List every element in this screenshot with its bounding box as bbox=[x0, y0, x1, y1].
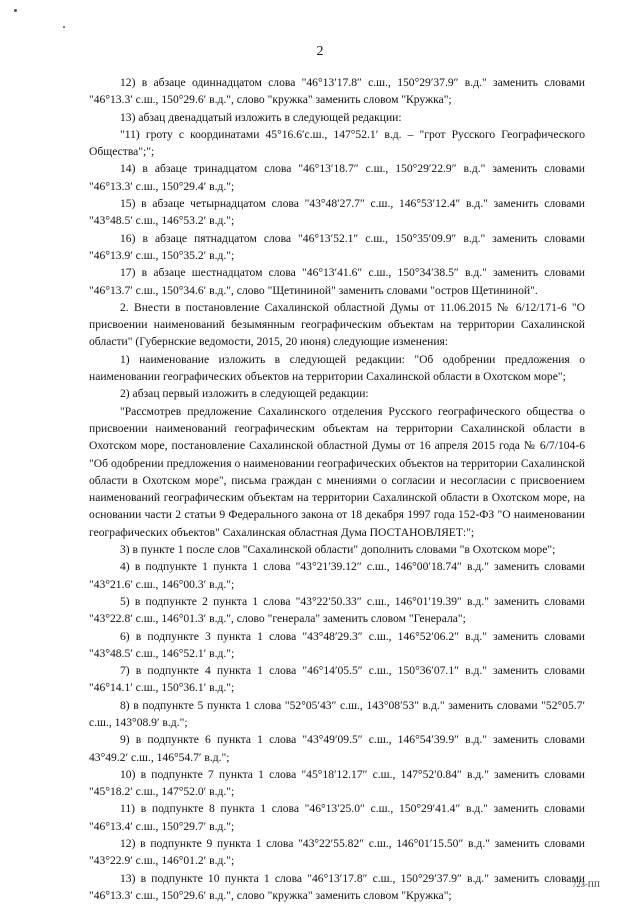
paragraph: 10) в подпункте 7 пункта 1 слова "45°18′12.17″ с.ш., 147°52′0.84″ в.д." заменить словами "45°18.2′ с.ш., 147°52.0′ в.д."; bbox=[89, 767, 585, 799]
paragraph: "Рассмотрев предложение Сахалинского отделения Русского географического общества о присвоении наименований географическим объектам на территории Сахалинской области в Охотском море, постановление Сахалинской областной Думы от 16 апреля 2015 года № 6/7/104-6 "Об одобрении предложения о наименовании географических объектов на территории Сахалинской области в Охотском море", письма граждан с мнениями о согласии и несогласии с присвоением наименований географическим объектам на территории Сахалинской области в Охотском море, на основании части 2 статьи 9 Федерального закона от 18 декабря 1997 года 152-ФЗ "О наименовании географических объектов" Сахалинская областная Дума ПОСТАНОВЛЯЕТ:"; bbox=[89, 404, 585, 539]
paragraph: 12) в абзаце одиннадцатом слова "46°13′17.8″ с.ш., 150°29′37.9″ в.д." заменить словами "46°13.3′ с.ш., 150°29.6′ в.д.", слово "кружка" заменить словом "Кружка"; bbox=[89, 76, 585, 107]
paragraph: 15) в абзаце четырнадцатом слова "43°48′27.7″ с.ш., 146°53′12.4″ в.д." заменить словами "43°48.5′ с.ш., 146°53.2′ в.д."; bbox=[89, 197, 585, 228]
page-number: 2 bbox=[316, 44, 324, 59]
paragraph: 3) в пункте 1 после слов "Сахалинской области" дополнить словами "в Охотском море"; bbox=[120, 543, 556, 557]
paragraph: 8) в подпункте 5 пункта 1 слова "52°05′43″ с.ш., 143°08′53″ в.д." заменить словами "52°05.7′ с.ш., 143°08.9′ в.д."; bbox=[89, 698, 585, 729]
paragraph: 16) в абзаце пятнадцатом слова "46°13′52.1″ с.ш., 150°35′09.9″ в.д." заменить словами "46°13.9′ с.ш., 150°35.2′ в.д."; bbox=[89, 231, 585, 262]
paragraph: 2) абзац первый изложить в следующей редакции: bbox=[120, 387, 369, 401]
paragraph: 12) в подпункте 9 пункта 1 слова "43°22′55.82″ с.ш., 146°01′15.50″ в.д." заменить словами "43°22.9′ с.ш., 146°01.2′ в.д."; bbox=[89, 837, 585, 868]
paragraph: 13) абзац двенадцатый изложить в следующей редакции: bbox=[120, 110, 402, 124]
paragraph: 9) в подпункте 6 пункта 1 слова "43°49′09.5″ с.ш., 146°54′39.9″ в.д." заменить словами 43°49.2′ с.ш., 146°54.7′ в.д."; bbox=[89, 733, 585, 764]
paragraph: 14) в абзаце тринадцатом слова "46°13′18.7″ с.ш., 150°29′22.9″ в.д." заменить словами "46°13.3′ с.ш., 150°29.4′ в.д."; bbox=[89, 162, 585, 193]
paragraph: 5) в подпункте 2 пункта 1 слова "43°22′50.33″ с.ш., 146°01′19.39″ в.д." заменить словами "43°22.8′ с.ш., 146°01.3′ в.д.", слово "генерала" заменить словом "Генерала"; bbox=[89, 594, 585, 626]
paragraph: 6) в подпункте 3 пункта 1 слова "43°48′29.3″ с.ш., 146°52′06.2″ в.д." заменить словами "43°48.5′ с.ш., 146°52.1′ в.д."; bbox=[89, 629, 585, 660]
document-code: 723-ПП bbox=[572, 879, 600, 889]
paragraph: 4) в подпункте 1 пункта 1 слова "43°21′39.12″ с.ш., 146°00′18.74″ в.д." заменить словами "43°21.6′ с.ш., 146°00.3′ в.д."; bbox=[89, 560, 585, 591]
document-body bbox=[89, 74, 585, 904]
paragraph: 11) в подпункте 8 пункта 1 слова "46°13′25.0″ с.ш., 150°29′41.4″ в.д." заменить словами "46°13.4′ с.ш., 150°29.7′ в.д."; bbox=[89, 802, 585, 833]
paragraph: 7) в подпункте 4 пункта 1 слова "46°14′05.5″ с.ш., 150°36′07.1″ в.д." заменить словами "46°14.1′ с.ш., 150°36.1′ в.д."; bbox=[89, 664, 585, 695]
paragraph: 1) наименование изложить в следующей редакции: "Об одобрении предложения о наименовании географических объектов на территории Сахалинской области в Охотском море"; bbox=[89, 352, 585, 384]
paragraph: 17) в абзаце шестнадцатом слова "46°13′41.6″ с.ш., 150°34′38.5″ в.д." заменить словами "46°13.7′ с.ш., 150°34.6′ в.д.", слово "Щетининой" заменить словами "остров Щетининой". bbox=[89, 266, 585, 297]
scan-speck bbox=[63, 26, 65, 28]
paragraph: "11) гроту с координатами 45°16.6′с.ш., 147°52.1′ в.д. – "грот Русского Географического Общества";"; bbox=[89, 127, 585, 159]
scan-speck bbox=[14, 9, 17, 12]
paragraph: 2. Внести в постановление Сахалинской областной Думы от 11.06.2015 № 6/12/171-6 "О присвоении наименований безымянным географическим объектам на территории Сахалинской области" (Губернские ведомости, 2015, 20 июня) следующие изменения: bbox=[89, 300, 585, 349]
paragraph: 13) в подпункте 10 пункта 1 слова "46°13′17.8″ с.ш., 150°29′37.9″ в.д." заменить словами "46°13.3′ с.ш., 150°29.6′ в.д.", слово "кружка" заменить словом "Кружка"; bbox=[89, 871, 585, 902]
